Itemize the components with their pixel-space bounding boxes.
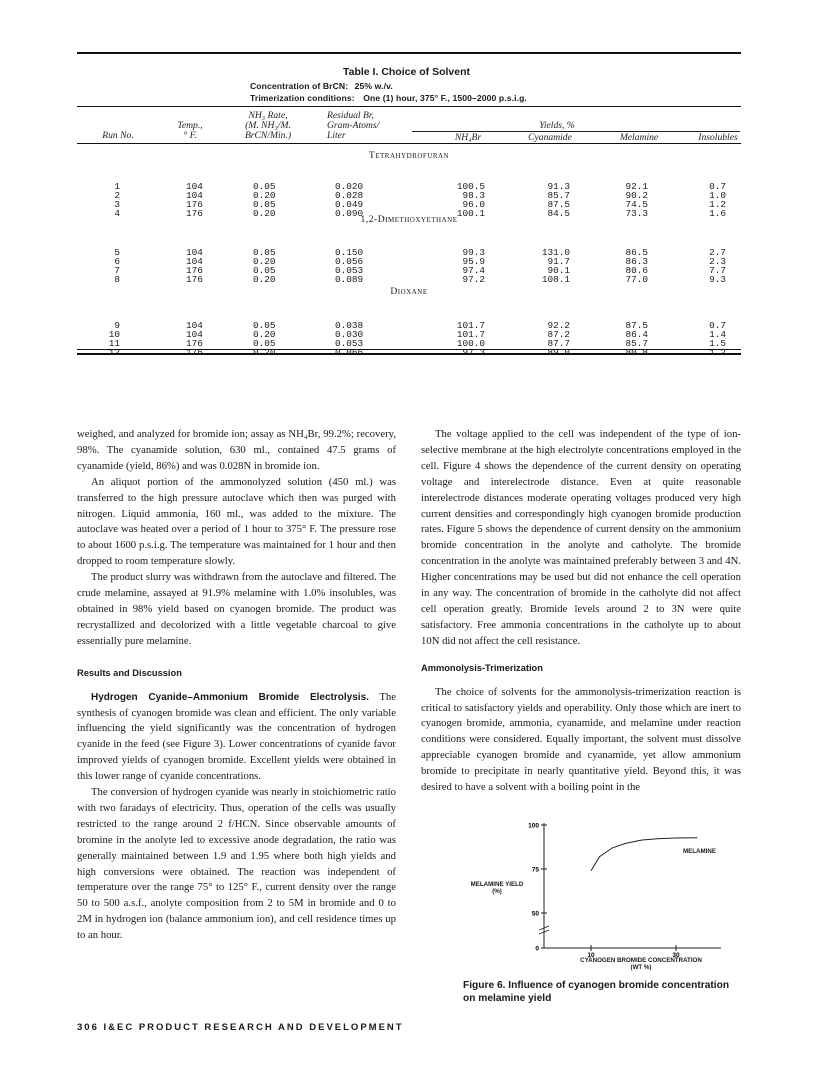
col-cyanamide: 92.2 87.2 87.7 bbox=[547, 320, 570, 350]
y-tick-label: 100 bbox=[528, 822, 539, 830]
paragraph: The choice of solvents for the ammonolysis-trimerization reaction is critical to satisfactory yields and operability. Only those which are inert to cyanogen bromide, ammonia, cyanamide, and melamine under reaction conditions were considered. Equally important, the solvent must dissolve appreciable cyanogen bromide and cyanamide, yet allow ammonium bromide to precipitate in nearly quantitative yield. Beyond this, it was desired to have a solvent with a boiling point in the bbox=[421, 685, 741, 794]
x-axis-label: CYANOGEN BROMIDE CONCENTRATION (WT %) bbox=[580, 957, 702, 971]
x-tick-label: 10 bbox=[587, 952, 595, 959]
col-nh4br: 101.7 101.7 100.0 bbox=[456, 320, 485, 350]
col-run: 1 2 3 4 bbox=[114, 181, 120, 220]
table-caption: Table I. Choice of Solvent bbox=[343, 66, 470, 78]
table-condition-concentration: Concentration of BrCN: 25% w./v. bbox=[250, 81, 393, 91]
table-bottom-rule bbox=[77, 349, 741, 350]
run-in-heading: Hydrogen Cyanide–Ammonium Bromide Electrolysis. bbox=[91, 691, 369, 703]
x-tick-label: 30 bbox=[672, 952, 680, 959]
melamine-series-line bbox=[591, 838, 697, 871]
left-column bbox=[77, 427, 396, 944]
col-run: 5 6 7 8 bbox=[114, 247, 120, 286]
header-residual-br: Residual Br, Gram-Atoms/ Liter bbox=[327, 110, 380, 141]
y-tick-label: 50 bbox=[531, 910, 539, 918]
y-tick-label: 75 bbox=[531, 866, 539, 874]
col-melamine: 92.1 90.2 74.5 73.3 bbox=[625, 181, 648, 220]
paragraph: The voltage applied to the cell was independent of the type of ion-selective membrane at the high electrolyte concentrations employed in the cell. Figure 4 shows the dependence of the current density on operating voltage and interelectrode distance. Even at quite reasonable interelectrode distances moderate operating voltages produced very high current densities and correspondingly high cyanogen bromide production rates. Figure 5 shows the dependence of current density on the ammonium bromide concentration in the anolyte and catholyte. The bromide concentration in the anolyte was maintained preferably between 3 and 4N. Higher concentrations may be used but did not enhance the cell operation in any way. The concentration of bromide in the catholyte did not affect cell operation greatly. Bromide levels around 2 to 3N were quite satisfactory. Free ammonia concentrations in the catholyte up to about 10N did not affect the cell resistance. bbox=[421, 428, 741, 647]
y-tick-label: 0 bbox=[535, 945, 539, 953]
col-temp: 104 104 176 176 bbox=[186, 247, 203, 286]
table-header-bottom-rule bbox=[77, 143, 741, 144]
paragraph: Hydrogen Cyanide–Ammonium Bromide Electrolysis. The synthesis of cyanogen bromide was clean and efficient. The only variable influencing the yield significantly was the concentration of hydrogen cyanide in the feed (see Figure 3). Lower concentrations of cyanide favor improved yields of cyanogen bromide. Excellent yields were obtained in this lower range of cyanide concentrations. bbox=[77, 690, 396, 783]
paragraph: The product slurry was withdrawn from the autoclave and filtered. The crude melamine, assayed at 91.9% melamine with 1.0% insolubles, was obtained in 98% yield based on cyanogen bromide. The product was recrystallized and decolorized with a little vegetable charcoal to give essentially pure melamine. bbox=[77, 571, 396, 647]
section-title-dioxane: Dioxane bbox=[390, 286, 428, 297]
section-title-dimethoxyethane: 1,2-Dimethoxyethane bbox=[360, 214, 458, 225]
series-label: MELAMINE bbox=[683, 848, 716, 855]
table-head-rule bbox=[77, 106, 741, 107]
col-residual-br: 0.020 0.028 0.049 0.090 bbox=[335, 181, 364, 220]
header-nh4br: NH₄Br bbox=[454, 132, 482, 143]
col-nh4br: 99.3 95.9 97.4 97.2 bbox=[462, 247, 485, 286]
paragraph: weighed, and analyzed for bromide ion; assay as NH₄Br, 99.2%; recovery, 98%. The cyanamide solution, 630 ml., contained 47.5 grams of cyanamide (yield, 86%) and was 0.028N in bromide ion. bbox=[77, 428, 396, 472]
table-top-rule bbox=[77, 52, 741, 54]
col-temp: 104 104 176 176 bbox=[186, 181, 203, 220]
header-run-no: Run No. bbox=[102, 130, 134, 141]
col-nh3-rate: 0.05 0.20 0.05 0.20 bbox=[253, 181, 276, 220]
col-run: 9 10 11 bbox=[108, 320, 120, 350]
page-footer: 306 I&EC PRODUCT RESEARCH AND DEVELOPMENT bbox=[77, 1022, 404, 1033]
section-title-tetrahydrofuran: Tetrahydrofuran bbox=[368, 150, 450, 161]
header-cyanamide: Cyanamide bbox=[528, 132, 572, 143]
header-insolubles: Insolubles bbox=[698, 132, 738, 143]
col-melamine: 87.5 86.4 85.7 bbox=[625, 320, 648, 350]
header-melamine: Melamine bbox=[619, 132, 659, 143]
col-nh4br: 100.5 98.3 96.0 100.1 bbox=[456, 181, 485, 220]
col-residual-br: 0.038 0.030 0.053 bbox=[335, 320, 364, 350]
header-yields: Yields, % bbox=[539, 120, 575, 131]
col-insolubles: 0.7 1.0 1.2 1.6 bbox=[709, 181, 726, 220]
col-cyanamide: 131.0 91.7 90.1 108.1 bbox=[541, 247, 570, 286]
section-heading-results: Results and Discussion bbox=[77, 667, 182, 678]
figure-6-chart bbox=[421, 818, 741, 978]
col-insolubles: 0.7 1.4 1.5 bbox=[709, 320, 726, 350]
col-nh3-rate: 0.05 0.20 0.05 bbox=[253, 320, 276, 350]
section-heading-ammonolysis: Ammonolysis-Trimerization bbox=[421, 662, 543, 673]
header-temp: Temp., ° F. bbox=[177, 120, 203, 141]
figure-6 bbox=[421, 818, 741, 1008]
figure-caption: Figure 6. Influence of cyanogen bromide concentration on melamine yield bbox=[463, 980, 730, 1004]
table-bottom-rule-2 bbox=[77, 353, 741, 355]
paragraph: The conversion of hydrogen cyanide was nearly in stoichiometric ratio with two faradays of electricity. Thus, operation of the cells was usually restricted to the range around 2 f/HCN. Since observable amounts of bromine in the anolyte led to excessive anode degradation, the ratio was generally maintained between 1.9 and 1.95 where both high yields and high conversions were obtained. The reaction was independent of temperature over the range 75° to 125° F., current density over the range 50 to 500 a.s.f., anolyte composition from 2 to 5M in bromide and 0 to 2M in hydrogen ion (balance ammonium ion), and cell residence times up to an hour. bbox=[77, 786, 396, 942]
paragraph: An aliquot portion of the ammonolyzed solution (450 ml.) was transferred to the high pressure autoclave which then was purged with nitrogen. Liquid ammonia, 160 ml., was added to the mixture. The autoclave was heated over a period of 1 hour to 375° F. The pressure rose to about 1600 p.s.i.g. The temperature was maintained for 1 hour and then dropped to room temperature slowly. bbox=[77, 475, 396, 568]
col-insolubles: 2.7 2.3 7.7 9.3 bbox=[709, 247, 726, 286]
table-condition-trimerization: Trimerization conditions: One (1) hour, 375° F., 1500–2000 p.s.i.g. bbox=[250, 93, 527, 103]
col-residual-br: 0.150 0.056 0.053 0.089 bbox=[335, 247, 364, 286]
y-axis-label: MELAMINE YIELD (%) bbox=[470, 881, 524, 895]
col-nh3-rate: 0.05 0.20 0.05 0.20 bbox=[253, 247, 276, 286]
header-nh3-rate: NH₃ Rate, (M. NH₃/M. BrCN/Min.) bbox=[244, 110, 292, 141]
right-column bbox=[421, 427, 741, 796]
col-cyanamide: 91.3 85.7 87.5 84.5 bbox=[547, 181, 570, 220]
col-temp: 104 104 176 bbox=[186, 320, 203, 350]
col-melamine: 86.5 86.3 80.6 77.0 bbox=[625, 247, 648, 286]
